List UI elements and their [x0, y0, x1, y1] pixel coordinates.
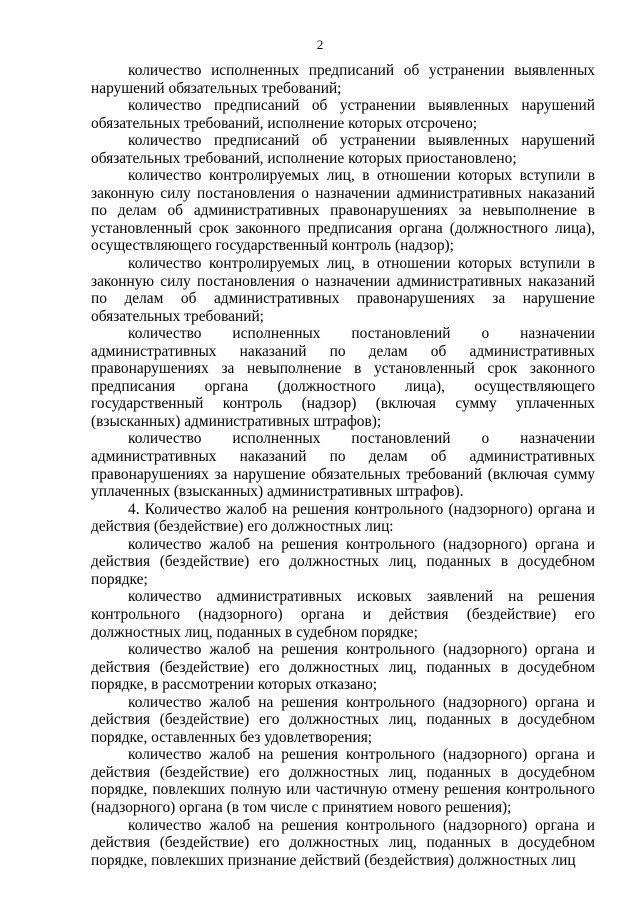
paragraph: количество исполненных постановлений о назначении административных наказаний по делам об административных правонарушениях за невыполнение в установленный срок законного предписания органа (должностного лица), осуществляющего государственный контроль (надзор) (включая сумму уплаченных (взысканных) административных штрафов);	[91, 325, 595, 430]
section-heading: 4. Количество жалоб на решения контрольного (надзорного) органа и действия (бездействие) его должностных лиц:	[91, 500, 595, 536]
document-body	[91, 62, 595, 869]
paragraph: количество контролируемых лиц, в отношении которых вступили в законную силу постановления о назначении административных наказаний по делам об административных правонарушениях за невыполнение в установленный срок законного предписания органа (должностного лица), осуществляющего государственный контроль (надзор);	[91, 167, 595, 255]
paragraph: количество жалоб на решения контрольного (надзорного) органа и действия (бездействие) его должностных лиц, поданных в досудебном порядке, оставленных без удовлетворения;	[91, 693, 595, 746]
paragraph: количество контролируемых лиц, в отношении которых вступили в законную силу постановления о назначении административных наказаний по делам об административных правонарушениях за нарушение обязательных требований;	[91, 255, 595, 325]
paragraph: количество административных исковых заявлений на решения контрольного (надзорного) органа и действия (бездействие) его должностных лиц, поданных в судебном порядке;	[91, 588, 595, 641]
paragraph: количество жалоб на решения контрольного (надзорного) органа и действия (бездействие) его должностных лиц, поданных в досудебном порядке, в рассмотрении которых отказано;	[91, 641, 595, 694]
paragraph: количество исполненных постановлений о назначении административных наказаний по делам об административных правонарушениях за нарушение обязательных требований (включая сумму уплаченных (взысканных) административных штрафов).	[91, 430, 595, 501]
paragraph: количество предписаний об устранении выявленных нарушений обязательных требований, исполнение которых отсрочено;	[91, 97, 595, 132]
paragraph: количество жалоб на решения контрольного (надзорного) органа и действия (бездействие) его должностных лиц, поданных в досудебном порядке;	[91, 535, 595, 588]
page-number: 2	[316, 37, 324, 52]
paragraph: количество жалоб на решения контрольного (надзорного) органа и действия (бездействие) его должностных лиц, поданных в досудебном порядке, повлекших полную или частичную отмену решения контрольного (надзорного) органа (в том числе с принятием нового решения);	[91, 746, 595, 816]
paragraph: количество предписаний об устранении выявленных нарушений обязательных требований, исполнение которых приостановлено;	[91, 132, 595, 167]
paragraph: количество жалоб на решения контрольного (надзорного) органа и действия (бездействие) его должностных лиц, поданных в досудебном порядке, повлекших признание действий (бездействия) должностных лиц	[91, 816, 595, 869]
paragraph: количество исполненных предписаний об устранении выявленных нарушений обязательных требований;	[91, 62, 595, 97]
